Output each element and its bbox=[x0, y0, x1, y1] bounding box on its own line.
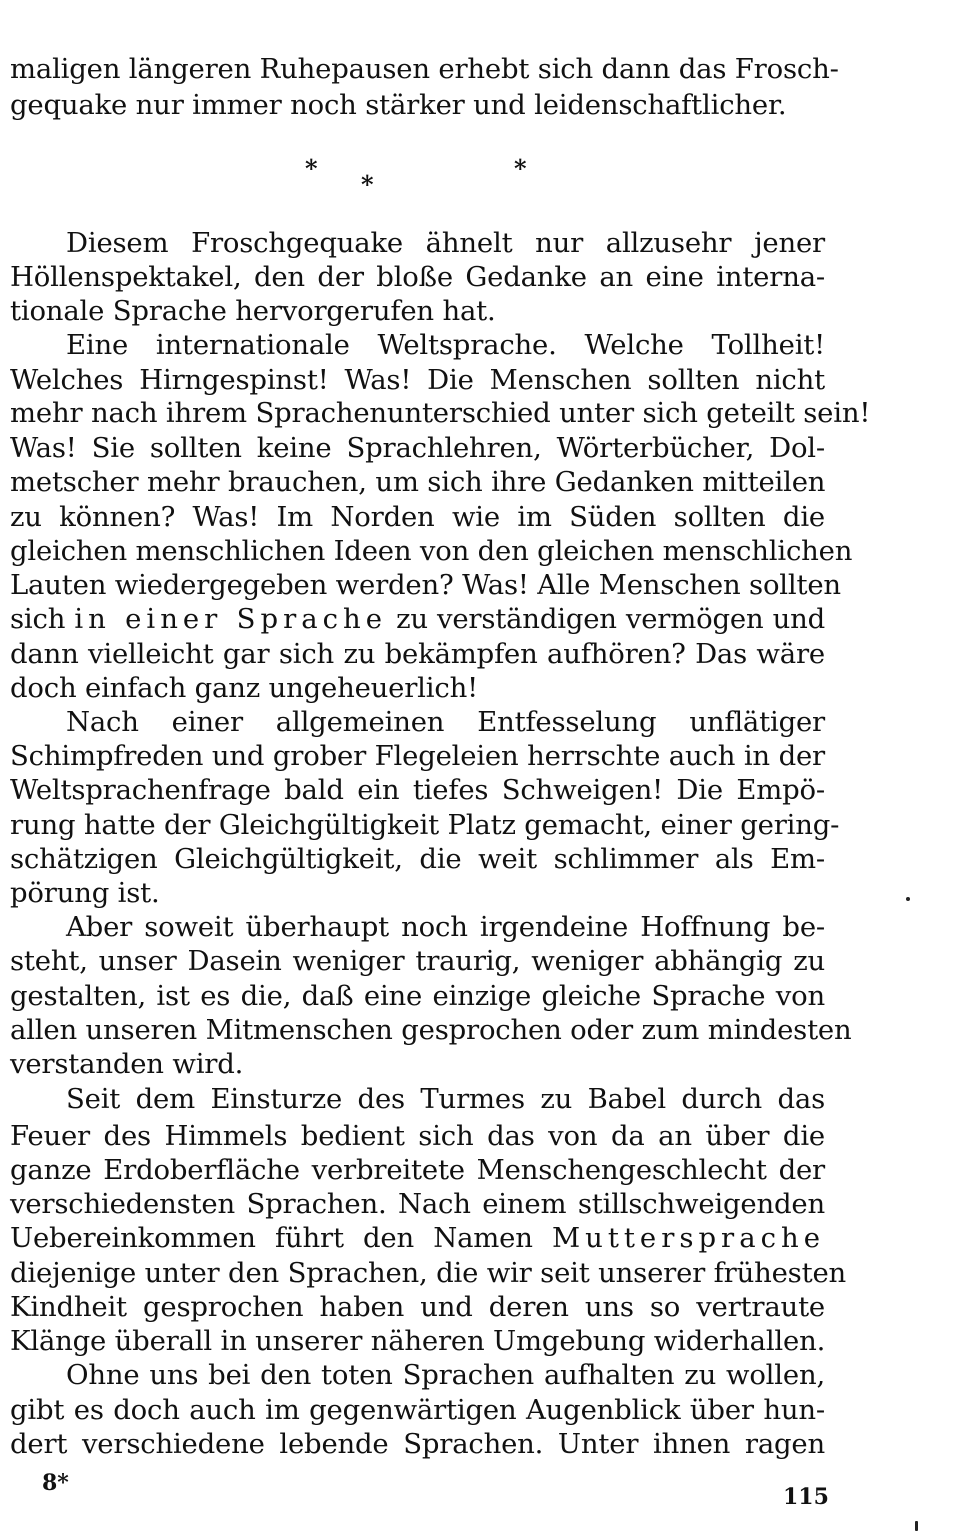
text-line: Lauten wiedergegeben werden? Was! Alle Menschen sollten bbox=[10, 569, 841, 601]
text-line: Ohne uns bei den toten Sprachen aufhalten zu wollen, bbox=[66, 1359, 825, 1391]
separator-star: * bbox=[514, 154, 527, 183]
text-line: gequake nur immer noch stärker und leidenschaftlicher. bbox=[10, 89, 787, 121]
text-line: mehr nach ihrem Sprachenunterschied unter sich geteilt sein! bbox=[10, 397, 871, 429]
text-line: ganze Erdoberfläche verbreitete Menschengeschlecht der bbox=[10, 1154, 825, 1186]
text-line: dann vielleicht gar sich zu bekämpfen aufhören? Das wäre bbox=[10, 638, 825, 670]
text-line: allen unseren Mitmenschen gesprochen oder zum mindesten bbox=[10, 1014, 852, 1046]
text-line bbox=[10, 602, 825, 636]
text-line: metscher mehr brauchen, um sich ihre Gedanken mitteilen bbox=[10, 466, 826, 498]
text-line: Klänge überall in unserer näheren Umgebung widerhallen. bbox=[10, 1325, 826, 1357]
text-line: rung hatte der Gleichgültigkeit Platz gemacht, einer gering- bbox=[10, 809, 840, 841]
text-span: Uebereinkommen führt den Namen bbox=[10, 1222, 552, 1254]
text-line bbox=[10, 1221, 825, 1255]
text-span: sich bbox=[10, 603, 75, 635]
signature-mark: 8* bbox=[42, 1470, 69, 1496]
text-line: zu können? Was! Im Norden wie im Süden sollten die bbox=[10, 501, 825, 533]
text-line: Höllenspektakel, den der bloße Gedanke an eine interna- bbox=[10, 261, 825, 293]
text-line: Diesem Froschgequake ähnelt nur allzusehr jener bbox=[66, 227, 825, 259]
text-line: Kindheit gesprochen haben und deren uns so vertraute bbox=[10, 1291, 825, 1323]
text-line: Was! Sie sollten keine Sprachlehren, Wörterbücher, Dol- bbox=[10, 432, 825, 464]
ink-speck bbox=[915, 1521, 918, 1531]
separator-star: * bbox=[305, 154, 318, 183]
text-line: maligen längeren Ruhepausen erhebt sich dann das Frosch- bbox=[10, 53, 839, 85]
text-line: pörung ist. bbox=[10, 877, 160, 909]
text-span: zu verständigen vermögen und bbox=[387, 603, 825, 635]
text-line: verschiedensten Sprachen. Nach einem stillschweigenden bbox=[10, 1188, 825, 1220]
separator-star: * bbox=[361, 170, 374, 199]
text-line: gestalten, ist es die, daß eine einzige gleiche Sprache von bbox=[10, 980, 825, 1012]
text-line: gibt es doch auch im gegenwärtigen Augenblick über hun- bbox=[10, 1394, 825, 1426]
text-line: Eine internationale Weltsprache. Welche Tollheit! bbox=[66, 329, 825, 361]
text-line: Aber soweit überhaupt noch irgendeine Hoffnung be- bbox=[66, 911, 825, 943]
emphasized-text: Muttersprache bbox=[551, 1222, 825, 1254]
text-line: doch einfach ganz ungeheuerlich! bbox=[10, 672, 478, 704]
text-line: Schimpfreden und grober Flegeleien herrschte auch in der bbox=[10, 740, 825, 772]
text-line: schätzigen Gleichgültigkeit, die weit schlimmer als Em- bbox=[10, 843, 825, 875]
text-line: Feuer des Himmels bedient sich das von da an über die bbox=[10, 1120, 825, 1152]
text-line: tionale Sprache hervorgerufen hat. bbox=[10, 295, 496, 327]
text-line: diejenige unter den Sprachen, die wir seit unserer frühesten bbox=[10, 1257, 847, 1289]
ink-speck bbox=[906, 897, 910, 901]
text-line: verstanden wird. bbox=[10, 1048, 244, 1080]
page-number: 115 bbox=[783, 1484, 829, 1510]
text-line: Nach einer allgemeinen Entfesselung unflätiger bbox=[66, 706, 825, 738]
emphasized-text: in einer Sprache bbox=[74, 603, 387, 635]
text-line: Weltsprachenfrage bald ein tiefes Schweigen! Die Empö- bbox=[10, 774, 825, 806]
text-line: Seit dem Einsturze des Turmes zu Babel durch das bbox=[66, 1083, 825, 1115]
text-line: gleichen menschlichen Ideen von den gleichen menschlichen bbox=[10, 535, 853, 567]
text-line: dert verschiedene lebende Sprachen. Unter ihnen ragen bbox=[10, 1428, 825, 1460]
text-line: steht, unser Dasein weniger traurig, weniger abhängig zu bbox=[10, 945, 825, 977]
text-line: Welches Hirngespinst! Was! Die Menschen sollten nicht bbox=[10, 364, 825, 396]
